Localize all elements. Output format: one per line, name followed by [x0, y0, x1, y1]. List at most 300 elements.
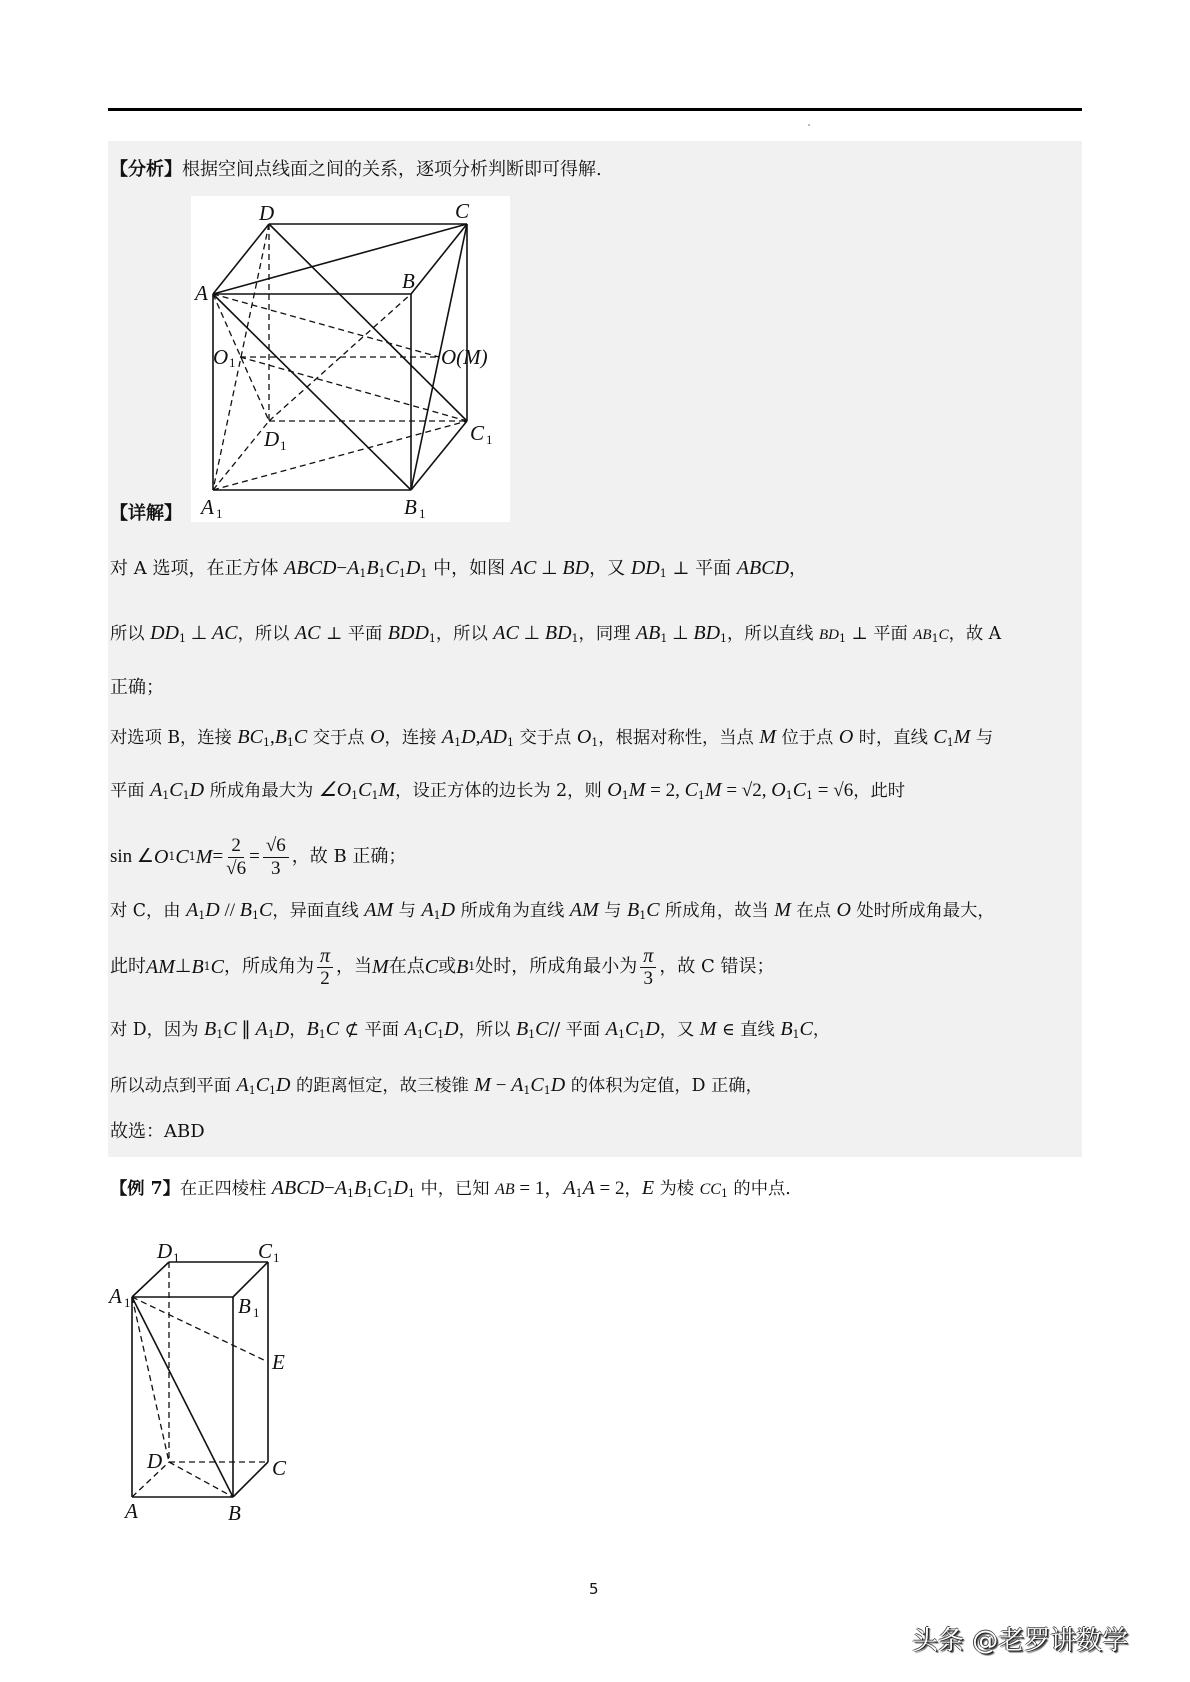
- text-run: ，连接: [384, 728, 442, 748]
- header-rule: [108, 108, 1082, 111]
- prism-figure: [108, 1238, 320, 1533]
- label-C1-sub: 1: [486, 432, 493, 447]
- fraction-pi-over-3: [640, 945, 656, 990]
- text-run: A: [255, 1018, 268, 1040]
- fraction-2-over-root6: [226, 835, 246, 880]
- text-run: ABCD: [736, 557, 790, 579]
- label-E: E: [272, 1350, 285, 1374]
- subscript: 1: [638, 1028, 646, 1041]
- subscript: 1: [351, 789, 359, 802]
- text-run: D: [276, 1074, 291, 1096]
- text-run: C: [535, 1018, 549, 1040]
- text-run: B: [191, 956, 204, 978]
- text-run: 与: [393, 901, 422, 921]
- text-run: B: [353, 1177, 367, 1199]
- option-a-line-3: 正确；: [110, 677, 164, 698]
- text-run: ，所以直线: [727, 624, 819, 644]
- detail-tag: 【详解】: [110, 503, 182, 524]
- subscript: 1: [720, 1187, 728, 1200]
- text-run: C: [169, 779, 183, 801]
- text-run: A: [150, 779, 163, 801]
- label-B: B: [402, 269, 415, 293]
- text-run: BD: [544, 622, 572, 644]
- text-run: 对选项 B，连接: [110, 728, 238, 748]
- analysis-tag: 【分析】: [110, 159, 182, 180]
- text-run: A: [605, 1018, 618, 1040]
- label-D: D: [259, 201, 275, 225]
- text-run: // 平面: [548, 1020, 606, 1040]
- text-run: C: [373, 1177, 387, 1199]
- page-number: 5: [589, 1580, 599, 1598]
- text-run: D: [405, 557, 421, 579]
- text-run: AC: [493, 622, 519, 644]
- text-run: =: [212, 846, 224, 867]
- analysis-line: [110, 158, 602, 182]
- label-A1-sub: 1: [216, 506, 223, 521]
- text-run: 交于点: [513, 728, 577, 748]
- subscript: 1: [420, 567, 428, 580]
- text-run: A: [421, 899, 434, 921]
- edge-A1D1: [132, 1262, 169, 1297]
- text-run: 2: [228, 835, 244, 858]
- text-run: O: [838, 726, 854, 748]
- text-run: O: [153, 846, 169, 868]
- subscript: 1: [178, 632, 186, 645]
- text-run: 所以: [110, 624, 151, 644]
- text-run: 时，直线: [853, 728, 934, 748]
- text-run: A: [347, 557, 360, 579]
- label-C: C: [272, 1456, 287, 1480]
- edge-B1C1: [233, 1262, 268, 1297]
- text-run: ,: [475, 727, 481, 748]
- label-B1-sub: 1: [419, 506, 426, 521]
- text-run: AC: [294, 622, 321, 644]
- subscript: 1: [720, 632, 728, 645]
- text-run: ，所成角为: [224, 956, 315, 977]
- text-run: 的体积为定值，D 正确，: [565, 1076, 763, 1096]
- edge-BC: [233, 1462, 268, 1497]
- text-run: ABCD: [284, 557, 337, 579]
- subscript: 1: [660, 632, 668, 645]
- text-run: ，同理: [578, 624, 636, 644]
- label-O1-sub: 1: [229, 355, 236, 370]
- label-C: C: [455, 199, 470, 223]
- text-run: √6: [263, 835, 289, 858]
- edge-A1D1: [213, 421, 269, 490]
- text-run: C: [223, 1018, 237, 1040]
- subscript: 1: [437, 1028, 445, 1041]
- text-run: ，故 A: [948, 624, 1002, 644]
- text-run: AC: [212, 622, 238, 644]
- subscript: 1: [371, 789, 379, 802]
- fraction-root6-over-3: [263, 835, 289, 880]
- subscript: 1: [591, 736, 599, 749]
- text-run: ⊥: [667, 623, 694, 644]
- text-run: 对 D，因为: [110, 1020, 204, 1040]
- text-run: AC: [510, 557, 537, 579]
- text-run: O: [576, 726, 592, 748]
- text-run: ，故 B 正确；: [291, 846, 407, 867]
- text-run: 3: [643, 967, 654, 989]
- text-run: 交于点: [307, 728, 371, 748]
- text-run: ，所以: [458, 1020, 516, 1040]
- subscript: 1: [528, 1028, 536, 1041]
- text-run: D: [393, 1177, 408, 1199]
- text-run: 或: [438, 956, 457, 977]
- diag-AC: [213, 224, 467, 294]
- text-run: ⊥ 平面: [845, 624, 914, 644]
- diag-A1C1: [213, 421, 467, 490]
- text-run: 此时: [110, 956, 146, 977]
- text-run: BC: [237, 726, 263, 748]
- subscript: 1: [182, 789, 190, 802]
- text-run: 平面: [110, 781, 151, 801]
- text-run: C: [530, 1074, 544, 1096]
- option-c-line-1: [110, 898, 995, 928]
- text-run: A: [563, 1177, 576, 1199]
- text-run: AM: [364, 899, 394, 921]
- option-c-line-2: [110, 942, 775, 992]
- subscript: 1: [792, 1028, 800, 1041]
- text-run: = 2: [594, 1178, 625, 1199]
- subscript: 1: [428, 632, 436, 645]
- text-run: M: [953, 726, 971, 748]
- label-O1: O: [213, 345, 229, 369]
- text-run: CC: [699, 1181, 721, 1198]
- text-run: O: [836, 899, 851, 921]
- text-run: M: [704, 779, 722, 801]
- subscript: 1: [318, 1028, 326, 1041]
- subscript: 1: [168, 850, 176, 863]
- text-run: M: [759, 726, 776, 748]
- subscript: 1: [198, 909, 206, 922]
- text-run: = √6: [813, 780, 854, 801]
- label-C1: C: [470, 421, 485, 445]
- text-run: A: [582, 1177, 595, 1199]
- text-run: ⊥: [174, 956, 192, 977]
- text-run: C: [259, 899, 273, 921]
- subscript: 1: [806, 789, 814, 802]
- text-run: =: [249, 846, 260, 867]
- label-B: B: [228, 1501, 241, 1525]
- text-run: ，故 C 错误；: [659, 956, 775, 977]
- text-run: = √2,: [721, 780, 772, 801]
- subscript: 1: [621, 789, 629, 802]
- speck: [808, 124, 810, 126]
- text-run: ∥: [236, 1019, 256, 1040]
- subscript: 1: [262, 736, 270, 749]
- text-run: ⊄ 平面: [339, 1020, 405, 1040]
- text-run: A: [236, 1074, 249, 1096]
- text-run: BD: [818, 627, 839, 643]
- text-run: 在点: [790, 901, 837, 921]
- text-run: C: [385, 557, 399, 579]
- text-run: AD: [480, 726, 507, 748]
- option-b-line-1: [110, 725, 993, 755]
- label-A1: A: [201, 495, 214, 519]
- text-run: C: [293, 726, 308, 748]
- text-run: ∈ 直线: [716, 1020, 781, 1040]
- text-run: 所以动点到平面: [110, 1076, 237, 1096]
- edge-B1C1: [411, 421, 467, 490]
- text-run: −: [336, 558, 348, 579]
- edge-AD: [213, 224, 269, 294]
- text-run: O: [370, 726, 385, 748]
- text-run: 处时所成角最大，: [850, 901, 995, 921]
- subscript: 1: [269, 1084, 277, 1097]
- text-run: 对 A 选项，在正方体: [110, 558, 285, 579]
- text-run: ，: [789, 558, 808, 579]
- subscript: 1: [543, 1084, 551, 1097]
- example-7-statement: [110, 1176, 791, 1206]
- subscript: 1: [506, 736, 514, 749]
- text-run: M: [378, 779, 396, 801]
- text-run: B: [239, 899, 253, 921]
- subscript: 1: [252, 909, 260, 922]
- subscript: 1: [523, 1084, 531, 1097]
- text-run: 与: [970, 728, 994, 748]
- text-run: C: [358, 779, 372, 801]
- subscript: 1: [267, 1028, 275, 1041]
- text-run: C: [255, 1074, 270, 1096]
- option-b-line-2: [110, 778, 905, 808]
- text-run: √6: [226, 857, 247, 879]
- text-run: ，又: [589, 558, 631, 579]
- text-run: 为棱: [654, 1179, 700, 1199]
- label-C1: C: [258, 1239, 273, 1263]
- text-run: ，设正方体的边长为 2，则: [395, 781, 608, 801]
- subscript: 1: [433, 909, 441, 922]
- text-run: M: [195, 846, 213, 868]
- option-a-line-1: [110, 556, 807, 586]
- label-B1-sub: 1: [253, 1305, 260, 1320]
- text-run: D: [444, 1018, 459, 1040]
- subscript: 1: [454, 736, 462, 749]
- text-run: C: [792, 779, 807, 801]
- text-run: B: [626, 899, 640, 921]
- subscript: 1: [188, 850, 196, 863]
- subscript: 1: [617, 1028, 625, 1041]
- subscript: 1: [931, 632, 939, 645]
- option-b-line-3: [110, 832, 406, 882]
- subscript: 1: [216, 1028, 224, 1041]
- text-run: ，又: [659, 1020, 700, 1040]
- text-run: B: [203, 1018, 217, 1040]
- subscript: 1: [468, 960, 476, 973]
- text-run: D: [189, 779, 205, 801]
- text-run: E: [641, 1177, 655, 1199]
- text-run: 位于点: [775, 728, 839, 748]
- label-D: D: [147, 1449, 163, 1473]
- option-a-line-2: [110, 621, 1001, 651]
- subscript: 1: [162, 789, 170, 802]
- text-run: C: [210, 956, 225, 978]
- text-run: D: [461, 726, 476, 748]
- text-run: ，: [812, 1020, 831, 1040]
- subscript: 1: [575, 1187, 583, 1200]
- label-D1: D: [157, 1239, 173, 1263]
- subscript: 1: [697, 789, 705, 802]
- text-run: C: [799, 1018, 813, 1040]
- text-run: AB: [495, 1181, 515, 1198]
- text-run: M: [774, 899, 791, 921]
- text-run: D: [550, 1074, 566, 1096]
- text-run: C: [933, 726, 947, 748]
- text-run: D: [645, 1018, 660, 1040]
- text-run: A: [441, 726, 455, 748]
- subscript: 1: [416, 1028, 424, 1041]
- text-run: 的距离恒定，故三棱锥: [290, 1076, 475, 1096]
- subscript: 1: [346, 1187, 354, 1200]
- analysis-text: 根据空间点线面之间的关系，逐项分析判断即可得解.: [182, 159, 602, 180]
- label-B1: B: [238, 1294, 251, 1318]
- text-run: sin ∠: [110, 846, 154, 867]
- text-run: B: [274, 726, 287, 748]
- diag-AB1: [213, 294, 411, 490]
- label-D1-sub: 1: [280, 438, 287, 453]
- watermark: 头条 @老罗讲数学: [912, 1626, 1129, 1656]
- text-run: ∠O: [318, 779, 352, 801]
- text-run: 与: [598, 901, 627, 921]
- text-run: AB: [635, 622, 661, 644]
- text-run: ⊥: [185, 623, 213, 644]
- text-run: AB: [913, 627, 932, 643]
- text-run: A: [511, 1074, 524, 1096]
- fraction-pi-over-2: [317, 945, 333, 990]
- text-run: ,: [269, 727, 275, 748]
- text-run: B: [780, 1018, 793, 1040]
- subscript: 1: [571, 632, 579, 645]
- text-run: ⊥: [518, 623, 545, 644]
- text-run: ⊥ 平面: [320, 624, 388, 644]
- subscript: 1: [785, 789, 793, 802]
- text-run: B: [306, 1018, 319, 1040]
- text-run: D: [274, 1018, 290, 1040]
- text-run: C: [938, 627, 949, 643]
- subscript: 1: [203, 960, 211, 973]
- text-run: AM: [146, 956, 175, 978]
- text-run: DD: [630, 557, 660, 579]
- text-run: −: [324, 1178, 335, 1199]
- text-run: ，: [624, 1179, 642, 1199]
- prism-diagram: [108, 1238, 320, 1533]
- label-A1-sub: 1: [124, 1295, 131, 1310]
- text-run: 中，如图: [427, 558, 511, 579]
- text-run: = 2,: [645, 780, 685, 801]
- text-run: M: [474, 1074, 491, 1096]
- text-run: A: [334, 1177, 347, 1199]
- text-run: 3: [271, 857, 281, 879]
- text-run: 所成角最大为: [204, 781, 319, 801]
- text-run: B: [366, 557, 379, 579]
- label-B1: B: [404, 495, 417, 519]
- edge-BC: [411, 224, 467, 294]
- text-run: M: [699, 1018, 717, 1040]
- text-run: ，异面直线: [272, 901, 365, 921]
- text-run: ，所以: [237, 624, 295, 644]
- text-run: A: [186, 899, 199, 921]
- text-run: AM: [569, 899, 599, 921]
- option-d-line-1: [110, 1017, 830, 1047]
- text-run: O: [607, 779, 622, 801]
- text-run: BDD: [387, 622, 429, 644]
- text-run: ，此时: [853, 781, 906, 801]
- text-run: = 1，: [514, 1178, 564, 1199]
- text-run: O: [771, 779, 786, 801]
- text-run: ⊥ 平面: [666, 558, 737, 579]
- subscript: 1: [407, 1187, 415, 1200]
- text-run: C: [325, 1018, 340, 1040]
- text-run: 所成角，故当: [659, 901, 775, 921]
- text-run: ⊥: [536, 558, 563, 579]
- text-run: ，当: [336, 956, 373, 977]
- seg-AO: [213, 294, 439, 357]
- subscript: 1: [359, 567, 367, 580]
- text-run: ，: [289, 1020, 307, 1040]
- label-A: A: [125, 1499, 138, 1523]
- subscript: 1: [366, 1187, 374, 1200]
- text-run: ，所以: [435, 624, 494, 644]
- subscript: 1: [248, 1084, 256, 1097]
- text-run: C: [424, 956, 439, 978]
- subscript: 1: [639, 909, 647, 922]
- text-run: 所成角为直线: [455, 901, 570, 921]
- subscript: 1: [378, 567, 386, 580]
- text-run: //: [219, 900, 240, 921]
- diag-A1D: [132, 1297, 169, 1462]
- text-run: 对 C，由: [110, 901, 187, 921]
- text-run: D: [440, 899, 456, 921]
- label-A1: A: [109, 1284, 122, 1308]
- subscript: 1: [659, 567, 667, 580]
- text-run: BD: [562, 557, 590, 579]
- answer-line: 故选：ABD: [110, 1121, 205, 1142]
- text-run: 在点: [388, 956, 425, 977]
- text-run: −: [490, 1075, 512, 1096]
- text-run: M: [372, 956, 389, 978]
- text-run: BD: [693, 622, 721, 644]
- label-D1: D: [264, 427, 280, 451]
- text-run: 的中点.: [727, 1179, 791, 1199]
- subscript: 1: [386, 1187, 394, 1200]
- cube-diagram: [191, 196, 510, 522]
- text-run: DD: [150, 622, 179, 644]
- label-A: A: [195, 281, 208, 305]
- text-run: 2: [320, 967, 330, 989]
- example-7-tag: 【例 7】: [110, 1179, 180, 1199]
- text-run: A: [404, 1018, 417, 1040]
- text-run: π: [640, 945, 656, 968]
- text-run: ，根据对称性，当点: [598, 728, 760, 748]
- label-OM: O(M): [441, 345, 488, 369]
- text-run: 中，已知: [414, 1179, 496, 1199]
- subscript: 1: [946, 736, 954, 749]
- label-D1-sub: 1: [173, 1250, 180, 1265]
- subscript: 1: [838, 632, 846, 645]
- subscript: 1: [398, 567, 406, 580]
- text-run: C: [646, 899, 660, 921]
- text-run: B: [456, 956, 469, 978]
- text-run: M: [628, 779, 646, 801]
- label-C1-sub: 1: [273, 1250, 280, 1265]
- text-run: C: [175, 846, 189, 868]
- text-run: C: [423, 1018, 438, 1040]
- option-d-line-2: [110, 1073, 763, 1103]
- text-run: B: [515, 1018, 529, 1040]
- subscript: 1: [286, 736, 294, 749]
- cube-figure: [191, 196, 510, 522]
- text-run: C: [624, 1018, 639, 1040]
